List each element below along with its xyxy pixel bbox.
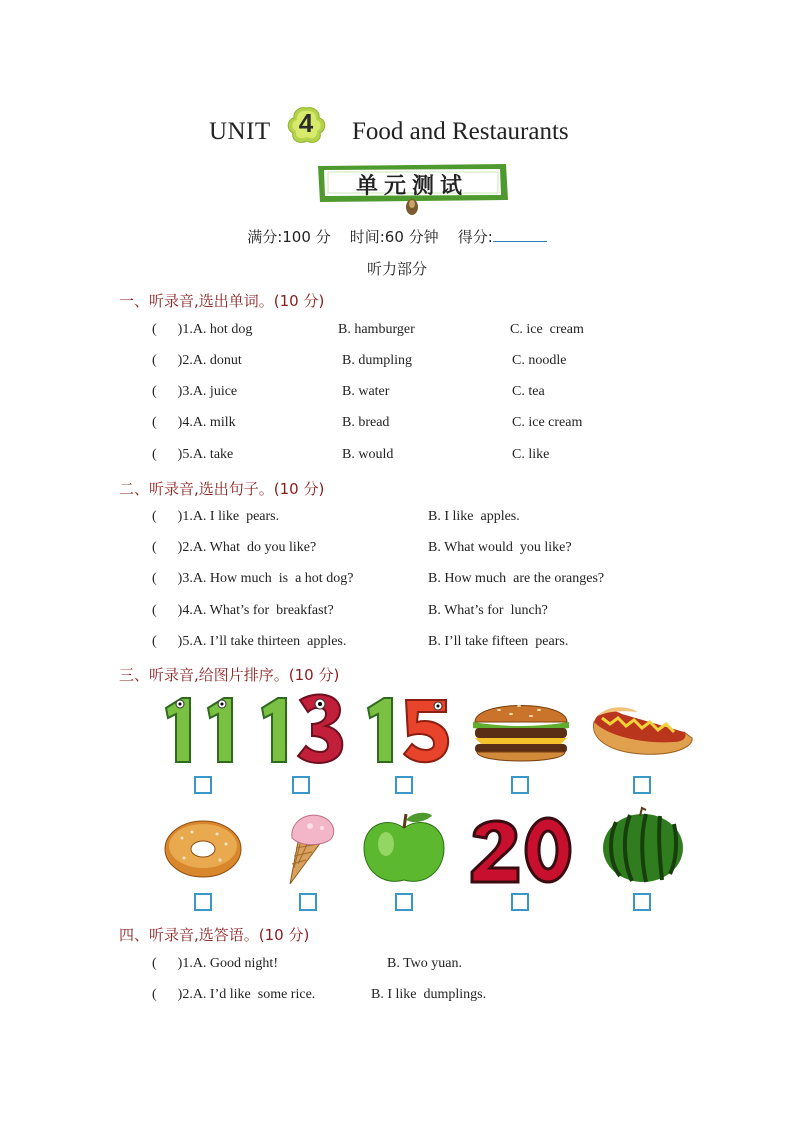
s1-q1-a: ( )1.A. hot dog <box>152 322 253 337</box>
number-11-picture <box>160 692 246 766</box>
s4-q1-a: ( )1.A. Good night! <box>152 956 278 971</box>
section-4-heading: 四、听录音,选答语。(10 分) <box>119 926 310 944</box>
rank-box-watermelon[interactable] <box>633 893 651 911</box>
number-11-label: 11 <box>202 732 204 733</box>
ice-cream-picture <box>280 808 340 886</box>
number-20-picture <box>468 814 574 886</box>
s2-q2-b: B. What would you like? <box>428 540 572 555</box>
apple-picture <box>360 810 448 886</box>
time-limit: 时间:60 分钟 <box>349 228 439 246</box>
number-13-label: 13 <box>302 730 304 731</box>
s2-q1-b: B. I like apples. <box>428 509 520 524</box>
s1-q5-a: ( )5.A. take <box>152 447 234 462</box>
score-blank[interactable] <box>493 227 547 242</box>
rank-box-hot-dog[interactable] <box>633 776 651 794</box>
s1-q5-b: B. would <box>342 447 394 462</box>
s2-q5-b: B. I’ll take fifteen pears. <box>428 634 569 649</box>
s1-q3-b: B. water <box>342 384 390 399</box>
part-title: 听力部分 <box>366 260 427 278</box>
section-3-heading: 三、听录音,给图片排序。(10 分) <box>119 666 340 684</box>
section-1-heading: 一、听录音,选出单词。(10 分) <box>119 292 325 310</box>
number-15-picture <box>362 690 454 766</box>
rank-box-20[interactable] <box>511 893 529 911</box>
s1-q2-b: B. dumpling <box>342 353 413 368</box>
number-13-picture <box>256 690 348 766</box>
banner-text: 单元测试 <box>355 174 468 199</box>
rank-box-11[interactable] <box>194 776 212 794</box>
unit-number-badge <box>286 106 326 144</box>
full-score: 满分:100 分 <box>247 228 331 246</box>
hamburger-picture <box>469 692 573 766</box>
s1-q5-c: C. like <box>512 447 550 462</box>
number-20-label: 20 <box>520 854 522 855</box>
rank-box-apple[interactable] <box>395 893 413 911</box>
donut-picture <box>162 818 244 880</box>
s2-q4-a: ( )4.A. What’s for breakfast? <box>152 603 334 618</box>
s1-q4-a: ( )4.A. milk <box>152 415 236 430</box>
s4-q2-b: B. I like dumplings. <box>371 987 487 1002</box>
watermelon-picture <box>600 806 686 884</box>
s2-q5-a: ( )5.A. I’ll take thirteen apples. <box>152 634 347 649</box>
s2-q2-a: ( )2.A. What do you like? <box>152 540 317 555</box>
s4-q1-b: B. Two yuan. <box>387 956 462 971</box>
s2-q3-b: B. How much are the oranges? <box>428 571 605 586</box>
unit-title: Food and Restaurants <box>352 118 569 145</box>
s1-q3-a: ( )3.A. juice <box>152 384 238 399</box>
s2-q3-a: ( )3.A. How much is a hot dog? <box>152 571 354 586</box>
rank-box-15[interactable] <box>395 776 413 794</box>
rank-box-13[interactable] <box>292 776 310 794</box>
rank-box-ice-cream[interactable] <box>299 893 317 911</box>
section-2-heading: 二、听录音,选出句子。(10 分) <box>119 480 325 498</box>
hot-dog-picture <box>588 702 696 762</box>
score-label: 得分: <box>457 228 493 246</box>
s1-q4-b: B. bread <box>342 415 390 430</box>
unit-number: 4 <box>298 108 314 138</box>
s1-q2-c: C. noodle <box>512 353 567 368</box>
s1-q1-b: B. hamburger <box>338 322 415 337</box>
s2-q4-b: B. What’s for lunch? <box>428 603 548 618</box>
unit-label: UNIT <box>209 118 271 145</box>
s2-q1-a: ( )1.A. I like pears. <box>152 509 280 524</box>
s1-q4-c: C. ice cream <box>512 415 583 430</box>
rank-box-donut[interactable] <box>194 893 212 911</box>
unit-test-banner <box>314 160 510 218</box>
rank-box-hamburger[interactable] <box>511 776 529 794</box>
s1-q3-c: C. tea <box>512 384 545 399</box>
s4-q2-a: ( )2.A. I’d like some rice. <box>152 987 316 1002</box>
s1-q1-c: C. ice cream <box>510 322 584 337</box>
score-info <box>0 226 794 247</box>
s1-q2-a: ( )2.A. donut <box>152 353 242 368</box>
